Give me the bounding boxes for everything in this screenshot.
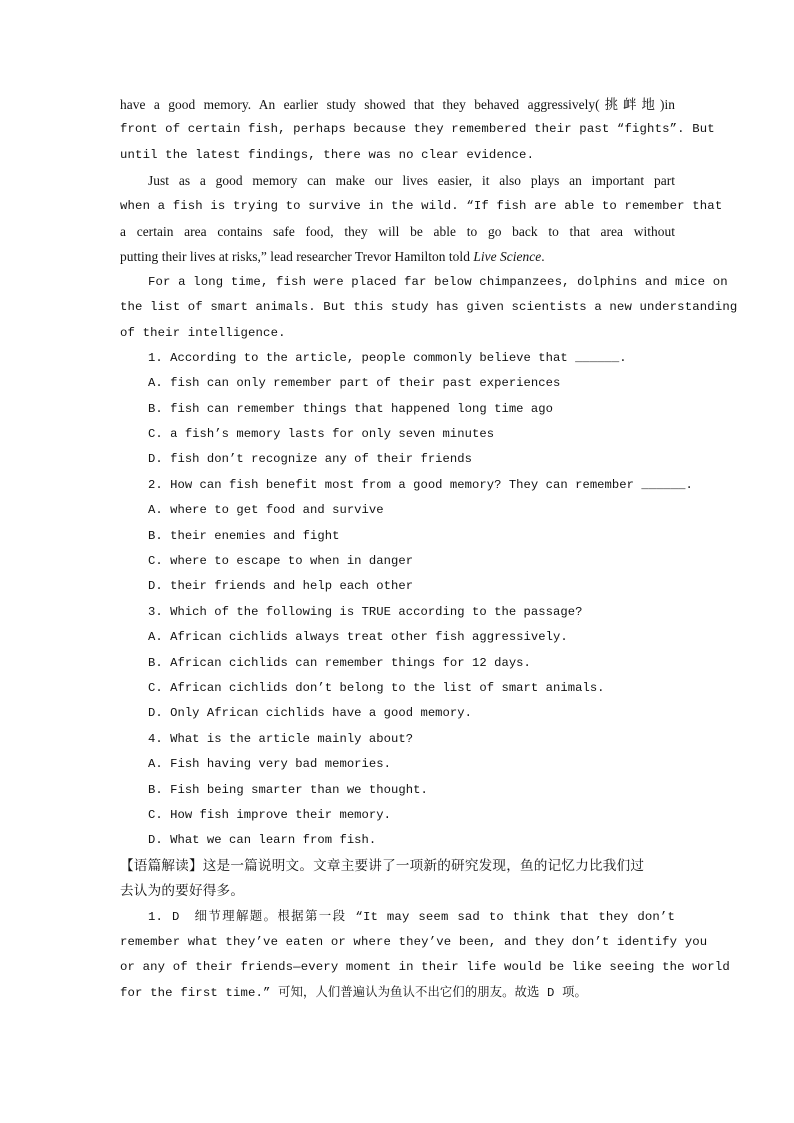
option-b: B. Fish being smarter than we thought. <box>148 782 428 797</box>
option-d: D. Only African cichlids have a good memory. <box>148 706 473 721</box>
option-d: D. What we can learn from fish. <box>148 833 377 848</box>
paragraph-line: Just as a good memory can make our lives easier, it also plays an important part <box>148 173 675 189</box>
option-a: A. Fish having very bad memories. <box>148 757 392 772</box>
questions-section <box>120 346 693 854</box>
analysis-line: 去认为的要好得多。 <box>120 883 245 900</box>
option-d: D. fish don’t recognize any of their friends <box>148 452 473 467</box>
paragraph-line: of their intelligence. <box>120 325 286 340</box>
option-d: D. their friends and help each other <box>148 579 414 594</box>
document-page <box>120 92 738 1006</box>
analysis-section <box>120 854 675 905</box>
option-c: C. African cichlids don’t belong to the list of smart animals. <box>148 680 605 695</box>
paragraph-line <box>120 244 675 269</box>
option-b: B. African cichlids can remember things for 12 days. <box>148 655 531 670</box>
paragraph-line: have a good memory. An earlier study showed that they behaved aggressively(挑衅地)in <box>120 97 675 112</box>
text-span: putting their lives at risks,” lead researcher Trevor Hamilton told <box>120 249 474 265</box>
text-span: . <box>541 249 545 265</box>
option-b: B. fish can remember things that happened long time ago <box>148 401 554 416</box>
question-stem: 1. According to the article, people commonly believe that ______. <box>148 350 627 365</box>
option-c: C. How fish improve their memory. <box>148 807 392 822</box>
paragraph-line: a certain area contains safe food, they will be able to go back to that area without <box>120 223 675 239</box>
option-a: A. where to get food and survive <box>148 503 384 518</box>
paragraph-2 <box>120 168 723 270</box>
option-a: A. African cichlids always treat other fish aggressively. <box>148 630 568 645</box>
paragraph-line: front of certain fish, perhaps because they remembered their past “fights”. But <box>120 122 715 137</box>
paragraph-line: when a fish is trying to survive in the wild. “If fish are able to remember that <box>120 198 723 213</box>
option-a: A. fish can only remember part of their past experiences <box>148 376 561 391</box>
question-stem: 2. How can fish benefit most from a good memory? They can remember ______. <box>148 477 693 492</box>
question-2 <box>120 473 693 600</box>
question-1 <box>120 346 675 473</box>
answer-line: 1. D 细节理解题。根据第一段 “It may seem sad to think that they don’t <box>148 909 675 924</box>
paragraph-line: until the latest findings, there was no clear evidence. <box>120 147 535 162</box>
publication-title: Live Science <box>473 249 542 265</box>
question-4 <box>120 727 675 854</box>
question-stem: 4. What is the article mainly about? <box>148 731 414 746</box>
paragraph-line: the list of smart animals. But this study has given scientists a new understanding <box>120 300 738 315</box>
analysis-line: 【语篇解读】这是一篇说明文。文章主要讲了一项新的研究发现，鱼的记忆力比我们过 <box>120 857 645 874</box>
answer-1 <box>120 905 730 1007</box>
option-b: B. their enemies and fight <box>148 528 340 543</box>
paragraph-1 <box>120 92 715 168</box>
option-c: C. a fish’s memory lasts for only seven minutes <box>148 427 495 442</box>
option-c: C. where to escape to when in danger <box>148 554 414 569</box>
paragraph-3 <box>120 270 738 346</box>
answer-line: for the first time.” 可知，人们普遍认为鱼认不出它们的朋友。故选 D 项。 <box>120 985 587 1000</box>
answer-line: or any of their friends—every moment in their life would be like seeing the world <box>120 960 730 975</box>
question-3 <box>120 600 675 727</box>
answer-line: remember what they’ve eaten or where they’ve been, and they don’t identify you <box>120 934 708 949</box>
paragraph-line: For a long time, fish were placed far below chimpanzees, dolphins and mice on <box>148 274 728 289</box>
question-stem: 3. Which of the following is TRUE according to the passage? <box>148 604 583 619</box>
